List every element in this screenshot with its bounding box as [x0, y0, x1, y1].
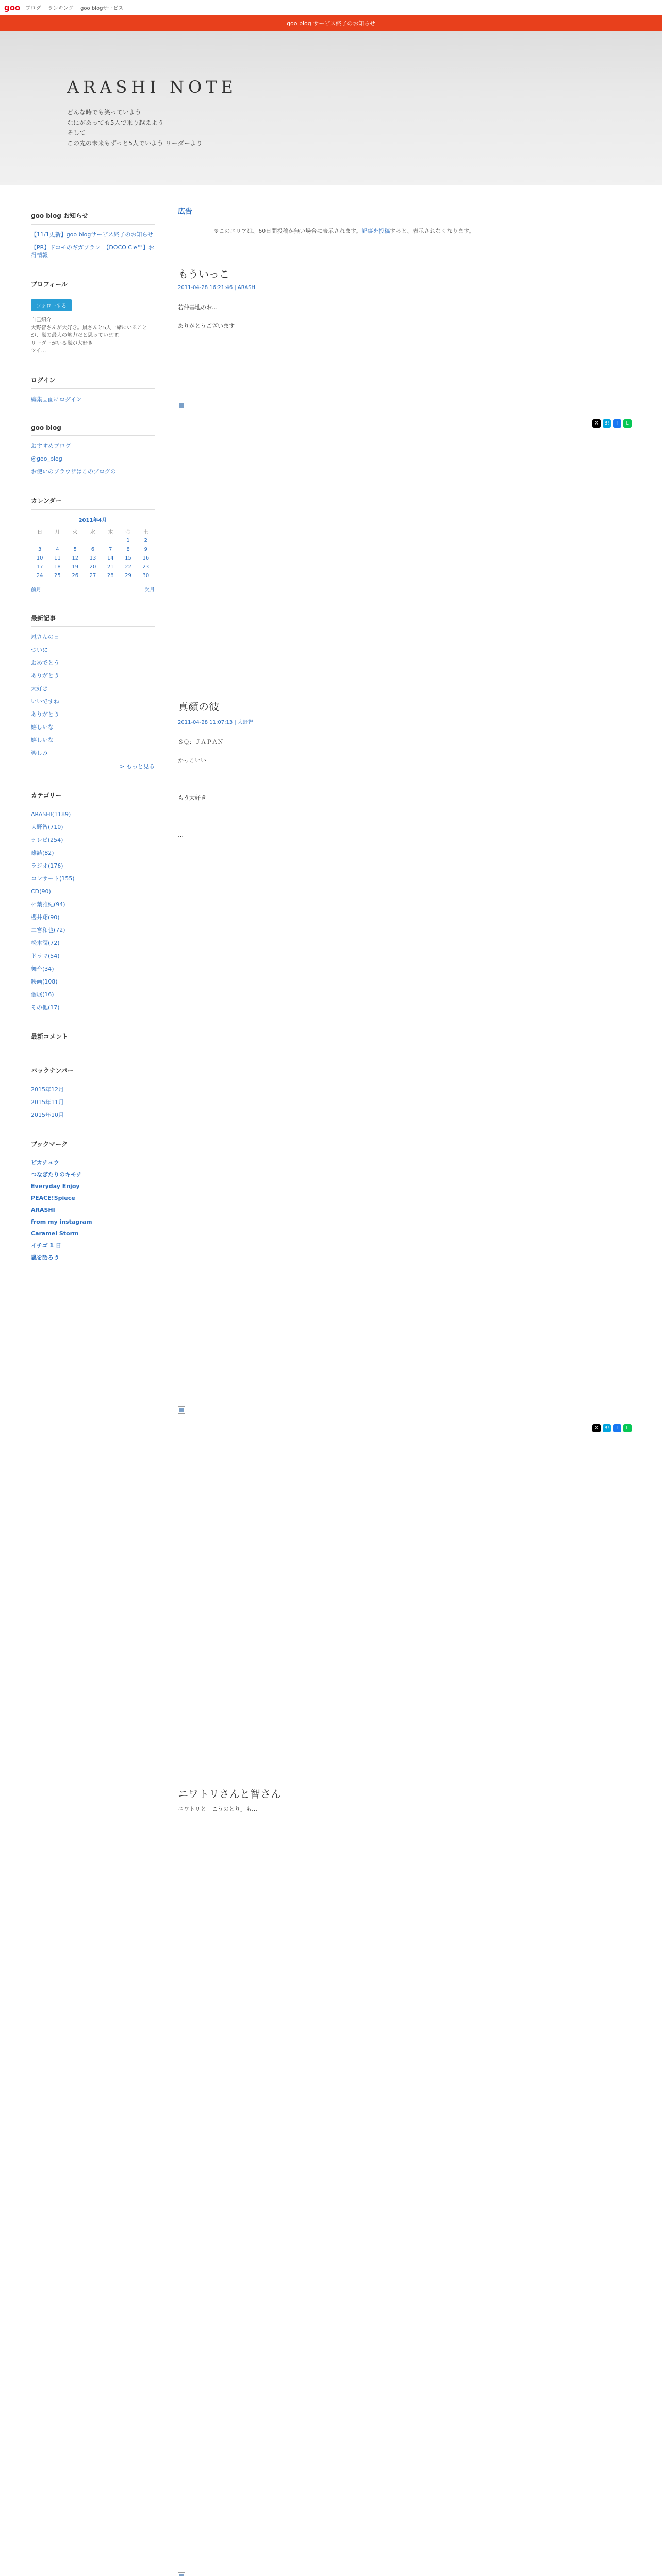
top-nav-service[interactable]: goo blogサービス: [80, 6, 124, 11]
top-nav: [25, 4, 128, 11]
top-nav-ranking[interactable]: ランキング: [47, 6, 74, 11]
bookmark-item: [31, 1171, 155, 1178]
calendar-day-header: 水: [90, 530, 95, 535]
blog-description: どんな時でも笑っていよう なにがあっても5人で乗り越えよう そして この先の未来もずっと5人でいよう リーダーより: [67, 109, 203, 147]
calendar-day-header: 金: [125, 530, 131, 535]
calendar-prev[interactable]: 前月: [31, 587, 41, 593]
post: [178, 699, 632, 1755]
bookmark-title[interactable]: ARASHI: [31, 1207, 55, 1213]
calendar-day[interactable]: 28: [107, 573, 114, 579]
bookmark-title[interactable]: ピカチュウ: [31, 1159, 59, 1166]
bookmark-item: [31, 1230, 155, 1238]
follow-button[interactable]: フォローする: [31, 299, 72, 311]
bookmark-title[interactable]: from my instagram: [31, 1218, 92, 1225]
calendar-day[interactable]: 14: [107, 555, 114, 561]
recent-article-link[interactable]: ありがとう: [31, 711, 59, 718]
goo-logo[interactable]: goo: [4, 3, 21, 12]
backnumber-link[interactable]: 2015年12月: [31, 1086, 64, 1093]
calendar-day[interactable]: 9: [144, 547, 148, 552]
calendar-day[interactable]: 29: [125, 573, 131, 579]
recent-article-link[interactable]: ありがとう: [31, 672, 59, 679]
recent-article-link[interactable]: おめでとう: [31, 659, 59, 666]
calendar-day[interactable]: 24: [36, 573, 43, 579]
sidebar-profile: [31, 280, 155, 355]
category-link[interactable]: 大野智(710): [31, 824, 63, 831]
calendar-next[interactable]: 次月: [144, 587, 155, 593]
sidebar-heading: プロフィール: [31, 280, 155, 293]
sidebar-categories: [31, 791, 155, 1011]
bookmark-title[interactable]: イチゴ 1 日: [31, 1242, 61, 1249]
ad-notice-text: ※このエリアは、60日間投稿が無い場合に表示されます。: [214, 228, 362, 234]
bookmark-item: [31, 1195, 155, 1202]
share-buttons: [178, 419, 632, 428]
facebook-share-icon[interactable]: f: [613, 419, 621, 428]
category-link[interactable]: 櫻井翔(90): [31, 914, 60, 921]
post-meta[interactable]: 2011-04-28 16:21:46 | ARASHI: [178, 285, 257, 291]
sidebar-backnumber: [31, 1066, 155, 1119]
calendar-day-header: 月: [55, 530, 60, 535]
ad-notice-text-after: すると、表示されなくなります。: [390, 228, 475, 234]
goo-blog-item[interactable]: お使いのブラウザはこのブログの: [31, 468, 116, 475]
bookmark-title[interactable]: 嵐を語ろう: [31, 1254, 59, 1261]
calendar-day[interactable]: 16: [142, 555, 150, 561]
sidebar-heading: goo blog お知らせ: [31, 211, 155, 225]
calendar-day[interactable]: 8: [126, 547, 130, 552]
calendar-day[interactable]: 18: [54, 564, 61, 570]
bookmark-title[interactable]: PEACE!Spiece: [31, 1195, 75, 1201]
blog-title[interactable]: ARASHI NOTE: [67, 77, 237, 97]
backnumber-link[interactable]: 2015年11月: [31, 1099, 64, 1106]
bookmark-item: [31, 1242, 155, 1249]
blog-header: [0, 31, 662, 185]
sidebar-calendar: [31, 496, 155, 593]
category-link[interactable]: CD(90): [31, 888, 51, 895]
category-link[interactable]: ARASHI(1189): [31, 811, 71, 818]
calendar-day: [67, 536, 84, 545]
line-share-icon[interactable]: L: [623, 419, 632, 428]
category-link[interactable]: ラジオ(176): [31, 862, 63, 869]
sidebar-heading: バックナンバー: [31, 1066, 155, 1079]
calendar-day[interactable]: 27: [89, 573, 96, 579]
image-placeholder-icon[interactable]: [178, 2572, 185, 2576]
category-link[interactable]: 二宮和也(72): [31, 927, 65, 934]
bookmark-title[interactable]: Everyday Enjoy: [31, 1183, 80, 1190]
sidebar-heading: goo blog: [31, 424, 155, 436]
category-link[interactable]: 相葉雅紀(94): [31, 901, 65, 908]
category-link[interactable]: 映画(108): [31, 978, 58, 985]
recent-article-link[interactable]: 楽しみ: [31, 750, 48, 756]
calendar-day: [102, 536, 119, 545]
calendar-day[interactable]: 5: [73, 547, 77, 552]
hatena-bookmark-icon[interactable]: B!: [603, 419, 611, 428]
bookmark-title[interactable]: つなぎたりのキモチ: [31, 1171, 82, 1178]
sidebar-news: [31, 211, 155, 259]
calendar-day[interactable]: 17: [36, 564, 43, 570]
calendar-day[interactable]: 12: [72, 555, 79, 561]
recent-article-link[interactable]: 嬉しいな: [31, 737, 54, 743]
calendar-caption: 2011年4月: [78, 518, 107, 523]
calendar-day[interactable]: 21: [107, 564, 114, 570]
ad-notice: [214, 227, 632, 235]
goo-blog-item[interactable]: @goo_blog: [31, 455, 62, 462]
recent-article-link[interactable]: 嬉しいな: [31, 724, 54, 731]
post-meta[interactable]: 2011-04-28 11:07:13 | 大野智: [178, 720, 253, 725]
calendar-day-header: 日: [37, 530, 43, 535]
goo-blog-item[interactable]: おすすめブログ: [31, 443, 71, 449]
category-link[interactable]: テレビ(254): [31, 837, 63, 843]
post: [178, 1786, 632, 2576]
hatena-bookmark-icon[interactable]: B!: [603, 1424, 611, 1432]
post-title[interactable]: ニワトリさんと智さん: [178, 1788, 281, 1800]
category-link[interactable]: 雑誌(82): [31, 850, 54, 856]
calendar-day: [31, 536, 48, 545]
calendar-day-header: 土: [143, 530, 148, 535]
news-item[interactable]: 【PR】ドコモのギガプラン 【DOCO Cle™】お得情報: [31, 244, 154, 259]
facebook-share-icon[interactable]: f: [613, 1424, 621, 1432]
sidebar: [31, 211, 155, 1282]
sidebar-heading: ブックマーク: [31, 1140, 155, 1153]
sidebar-goo-blog: [31, 424, 155, 476]
calendar-day[interactable]: 20: [89, 564, 96, 570]
category-link[interactable]: 松本潤(72): [31, 940, 60, 946]
calendar-day[interactable]: 26: [72, 573, 79, 579]
news-item[interactable]: 【11/1更新】goo blogサービス終了のお知らせ: [31, 231, 154, 238]
calendar-day[interactable]: 10: [36, 555, 43, 561]
image-placeholder-icon[interactable]: [178, 402, 185, 409]
calendar-day[interactable]: 3: [38, 547, 42, 552]
bookmark-item: [31, 1159, 155, 1166]
sidebar-heading: カテゴリー: [31, 791, 155, 804]
calendar-day: [48, 536, 66, 545]
calendar-day[interactable]: 11: [54, 555, 61, 561]
service-notice-link[interactable]: goo blog サービス終了のお知らせ: [287, 20, 375, 27]
x-share-icon[interactable]: X: [592, 419, 601, 428]
sidebar-login: [31, 376, 155, 403]
post-body: ＳＱ：ＪＡＰＡＮ かっこいい もう大好き …: [178, 739, 223, 838]
category-link[interactable]: コンサート(155): [31, 875, 75, 882]
calendar-day[interactable]: 1: [126, 538, 130, 544]
main-content: [178, 206, 632, 2576]
post-article-link[interactable]: 記事を投稿: [361, 228, 390, 234]
post-title[interactable]: もういっこ: [178, 268, 229, 280]
post: [178, 266, 632, 668]
calendar-day-header: 火: [72, 530, 78, 535]
backnumber-link[interactable]: 2015年10月: [31, 1112, 64, 1118]
recent-more-link[interactable]: > もっと見る: [120, 763, 155, 770]
calendar-day[interactable]: 13: [89, 555, 96, 561]
recent-article-link[interactable]: 嵐さんの日: [31, 634, 59, 640]
category-link[interactable]: 個展(16): [31, 991, 54, 998]
calendar-day[interactable]: 22: [125, 564, 131, 570]
post-body: 若仲基地のお… ありがとうございます: [178, 304, 235, 329]
calendar-table: [31, 516, 155, 580]
calendar-day: [84, 536, 102, 545]
calendar-day[interactable]: 25: [54, 573, 61, 579]
top-bar: [0, 0, 662, 15]
line-share-icon[interactable]: L: [623, 1424, 632, 1432]
recent-article-link[interactable]: ついに: [31, 647, 48, 653]
calendar-day[interactable]: 2: [144, 538, 148, 544]
sidebar-bookmarks: [31, 1140, 155, 1261]
recent-article-link[interactable]: いいですね: [31, 698, 59, 705]
sidebar-heading: 最新記事: [31, 614, 155, 627]
category-link[interactable]: ドラマ(54): [31, 953, 60, 959]
sidebar-recent: [31, 614, 155, 770]
bookmark-item: [31, 1218, 155, 1226]
bookmark-item: [31, 1183, 155, 1190]
page-layout: [0, 185, 662, 2576]
sidebar-heading: カレンダー: [31, 496, 155, 510]
profile-text: 自己紹介 大野智さんが大好き。嵐さんと5人一緒にいることが、嵐の最大の魅力だと思っています。 リーダーがいる嵐が大好き。 ツイ…: [31, 317, 147, 354]
calendar-day-header: 木: [108, 530, 113, 535]
ad-label: 広告: [178, 208, 192, 216]
service-notice-bar: [0, 15, 662, 31]
calendar-day[interactable]: 4: [56, 547, 59, 552]
share-buttons: [178, 1424, 632, 1432]
sidebar-heading: ログイン: [31, 376, 155, 389]
calendar-day[interactable]: 30: [142, 573, 150, 579]
post-title[interactable]: 真顔の彼: [178, 701, 219, 713]
sidebar-heading: 最新コメント: [31, 1032, 155, 1045]
bookmark-item: [31, 1207, 155, 1214]
bookmark-title[interactable]: Caramel Storm: [31, 1230, 79, 1237]
calendar-day[interactable]: 23: [142, 564, 150, 570]
x-share-icon[interactable]: X: [592, 1424, 601, 1432]
post-body: ニワトリと「こうのとり」も…: [178, 1806, 257, 1812]
login-link[interactable]: 編集画面にログイン: [31, 396, 82, 403]
calendar-day[interactable]: 6: [91, 547, 95, 552]
image-placeholder-icon[interactable]: [178, 1406, 185, 1414]
calendar-day[interactable]: 19: [72, 564, 79, 570]
category-link[interactable]: 舞台(34): [31, 965, 54, 972]
category-link[interactable]: その他(17): [31, 1004, 60, 1011]
top-nav-blog[interactable]: ブログ: [25, 6, 41, 11]
sidebar-comments: [31, 1032, 155, 1045]
calendar-day[interactable]: 7: [109, 547, 112, 552]
bookmark-item: [31, 1254, 155, 1261]
calendar-day[interactable]: 15: [125, 555, 131, 561]
recent-article-link[interactable]: 大好き: [31, 685, 48, 692]
